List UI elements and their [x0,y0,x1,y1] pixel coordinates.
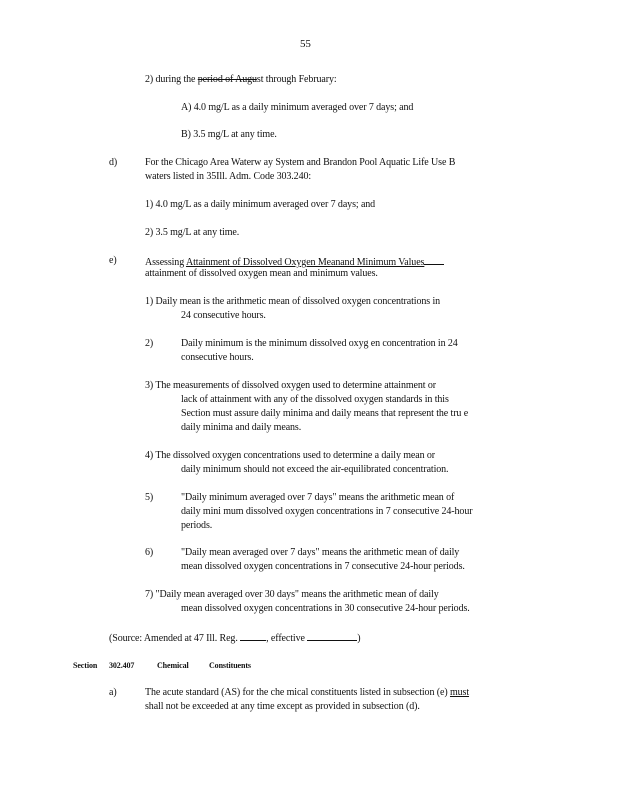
section-e-item-7-line-2: mean dissolved oxygen concentrations in 30 consecutive 24-hour periods. [181,603,470,614]
section-e-item-3-line-2: lack of attainment with any of the dissolved oxygen standards in this [181,394,449,405]
section-e-item-2-line-1: Daily minimum is the minimum dissolved oxyg en concentration in 24 [181,338,458,349]
section-e-item-3-line-3: Section must assure daily minima and daily means that represent the tru e [181,408,469,419]
section-e-item-1-line-1: 1) Daily mean is the arithmetic mean of dissolved oxygen concentrations in [145,296,441,307]
section-e-heading-inserted: Attainment of Dissolved Oxygen Meanand Minimum Values [185,257,425,268]
underline-blank [424,255,444,265]
section-e-item-4-line-1: 4) The dissolved oxygen concentrations used to determine a daily mean or [145,450,436,461]
section-heading-number: 302.407 [109,661,135,670]
section-e-label: e) [109,255,117,266]
section-a-inserted-word: must [449,687,470,698]
section-e-item-5-number: 5) [145,492,154,503]
item-2-prefix: 2) during the [145,74,198,85]
section-d-label: d) [109,157,118,168]
section-e-heading [145,255,444,269]
item-2a-text: A) 4.0 mg/L as a daily minimum averaged over 7 days; and [181,102,414,113]
section-a-line-1 [145,687,469,699]
section-heading-title-2: Constituents [209,661,251,670]
section-e-item-5-line-2: daily mini mum dissolved oxygen concentrations in 7 consecutive 24-hour [181,506,473,517]
section-a-line-1-text: The acute standard (AS) for the che mical constituents listed in subsection (e) [145,687,450,698]
item-2b-text: B) 3.5 mg/L at any time. [181,129,277,140]
section-e-item-3-line-4: daily minima and daily means. [181,422,302,433]
section-d-line-1: For the Chicago Area Waterw ay System and Brandon Pool Aquatic Life Use B [145,157,456,168]
effective-date-blank [307,631,357,641]
section-e-item-6-number: 6) [145,547,154,558]
item-2-struck-text: period of Augu [197,74,257,85]
section-d-line-2: waters listed in 35Ill. Adm. Code 303.240: [145,171,312,182]
section-e-item-6-line-1: "Daily mean averaged over 7 days" means the arithmetic mean of daily [181,547,460,558]
page-number: 55 [300,38,311,50]
item-2-rest: st through February: [256,74,337,85]
section-e-item-4-line-2: daily minimum should not exceed the air-equilibrated concentration. [181,464,449,475]
section-e-item-5-line-3: periods. [181,520,213,531]
section-e-item-2-line-2: consecutive hours. [181,352,254,363]
section-a-label: a) [109,687,117,698]
section-e-item-5-line-1: "Daily minimum averaged over 7 days" means the arithmetic mean of [181,492,455,503]
section-heading-label: Section [73,661,98,670]
section-e-item-7-line-1: 7) "Daily mean averaged over 30 days" means the arithmetic mean of daily [145,589,439,600]
source-note-prefix: (Source: Amended at 47 Ill. Reg. [109,633,241,644]
source-note [109,631,360,645]
source-note-middle: , effective [266,633,308,644]
register-blank [240,631,266,641]
section-e-heading-prefix: Assessing [145,257,186,268]
section-e-item-3-line-1: 3) The measurements of dissolved oxygen used to determine attainment or [145,380,436,391]
source-note-suffix: ) [357,633,361,644]
section-heading-title-1: Chemical [157,661,189,670]
section-e-item-6-line-2: mean dissolved oxygen concentrations in 7 consecutive 24-hour periods. [181,561,465,572]
section-e-item-2-number: 2) [145,338,154,349]
section-d-item-2: 2) 3.5 mg/L at any time. [145,227,240,238]
section-e-heading-line-2: attainment of dissolved oxygen mean and minimum values. [145,268,378,279]
section-a-line-2: shall not be exceeded at any time except as provided in subsection (d). [145,701,420,712]
item-2-line [145,74,337,86]
section-d-item-1: 1) 4.0 mg/L as a daily minimum averaged over 7 days; and [145,199,376,210]
section-e-item-1-line-2: 24 consecutive hours. [181,310,266,321]
